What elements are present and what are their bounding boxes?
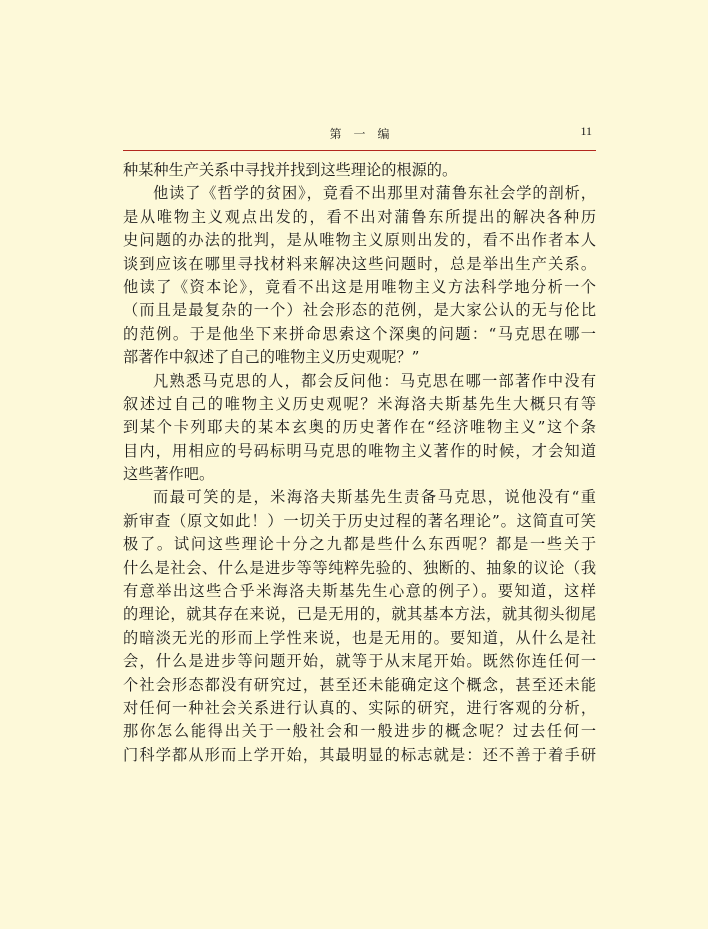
text-line: 而最可笑的是，米海洛夫斯基先生责备马克思，说他没有“重 xyxy=(153,488,596,507)
text-line: 那你怎么能得出关于一般社会和一般进步的概念呢？过去任何一 xyxy=(123,722,596,741)
text-line: （而且是最复杂的一个）社会形态的范例，是大家公认的无与伦比 xyxy=(123,301,596,320)
text-line: 有意举出这些合乎米海洛夫斯基先生心意的例子）。要知道，这样 xyxy=(123,582,596,601)
running-header xyxy=(123,118,596,151)
text-line: 史问题的办法的批判，是从唯物主义原则出发的，看不出作者本人 xyxy=(123,231,596,250)
text-line: 的范例。于是他坐下来拼命思索这个深奥的问题：“马克思在哪一 xyxy=(123,324,596,343)
body-text xyxy=(123,159,596,767)
text-line: 叙述过自己的唯物主义历史观呢？米海洛夫斯基先生大概只有等 xyxy=(123,394,596,413)
text-line: 他读了《资本论》，竟看不出这是用唯物主义方法科学地分析一个 xyxy=(123,277,596,296)
text-line: 到某个卡列耶夫的某本玄奥的历史著作在“经济唯物主义”这个条 xyxy=(123,418,596,437)
text-line: 的理论，就其存在来说，已是无用的，就其基本方法，就其彻头彻尾 xyxy=(123,605,596,624)
text-line: 他读了《哲学的贫困》，竟看不出那里对蒲鲁东社会学的剖析， xyxy=(153,184,596,203)
text-line: 凡熟悉马克思的人，都会反问他：马克思在哪一部著作中没有 xyxy=(153,371,596,390)
text-line: 部著作中叙述了自己的唯物主义历史观呢？” xyxy=(123,348,420,367)
text-line: 对任何一种社会关系进行认真的、实际的研究，进行客观的分析， xyxy=(123,698,596,717)
text-line: 目内，用相应的号码标明马克思的唯物主义著作的时候，才会知道 xyxy=(123,441,596,460)
text-line: 个社会形态都没有研究过，甚至还未能确定这个概念，甚至还未能 xyxy=(123,675,596,694)
text-line: 新审查（原文如此！）一切关于历史过程的著名理论”。这简直可笑 xyxy=(123,511,596,530)
text-line: 门科学都从形而上学开始，其最明显的标志就是：还不善于着手研 xyxy=(123,745,596,764)
section-title: 第一编 xyxy=(329,127,402,141)
book-page xyxy=(123,118,596,767)
text-line: 什么是社会、什么是进步等等纯粹先验的、独断的、抽象的议论（我 xyxy=(123,558,596,577)
text-line: 会，什么是进步等问题开始，就等于从末尾开始。既然你连任何一 xyxy=(123,652,596,671)
text-line: 是从唯物主义观点出发的，看不出对蒲鲁东所提出的解决各种历 xyxy=(123,207,596,226)
text-line: 谈到应该在哪里寻找材料来解决这些问题时，总是举出生产关系。 xyxy=(123,254,596,273)
text-line: 这些著作吧。 xyxy=(123,465,215,484)
text-line: 极了。试问这些理论十分之九都是些什么东西呢？都是一些关于 xyxy=(123,535,596,554)
text-line: 种某种生产关系中寻找并找到这些理论的根源的。 xyxy=(123,161,458,179)
page-number: 11 xyxy=(580,124,592,138)
text-line: 的暗淡无光的形而上学性来说，也是无用的。要知道，从什么是社 xyxy=(123,628,596,647)
